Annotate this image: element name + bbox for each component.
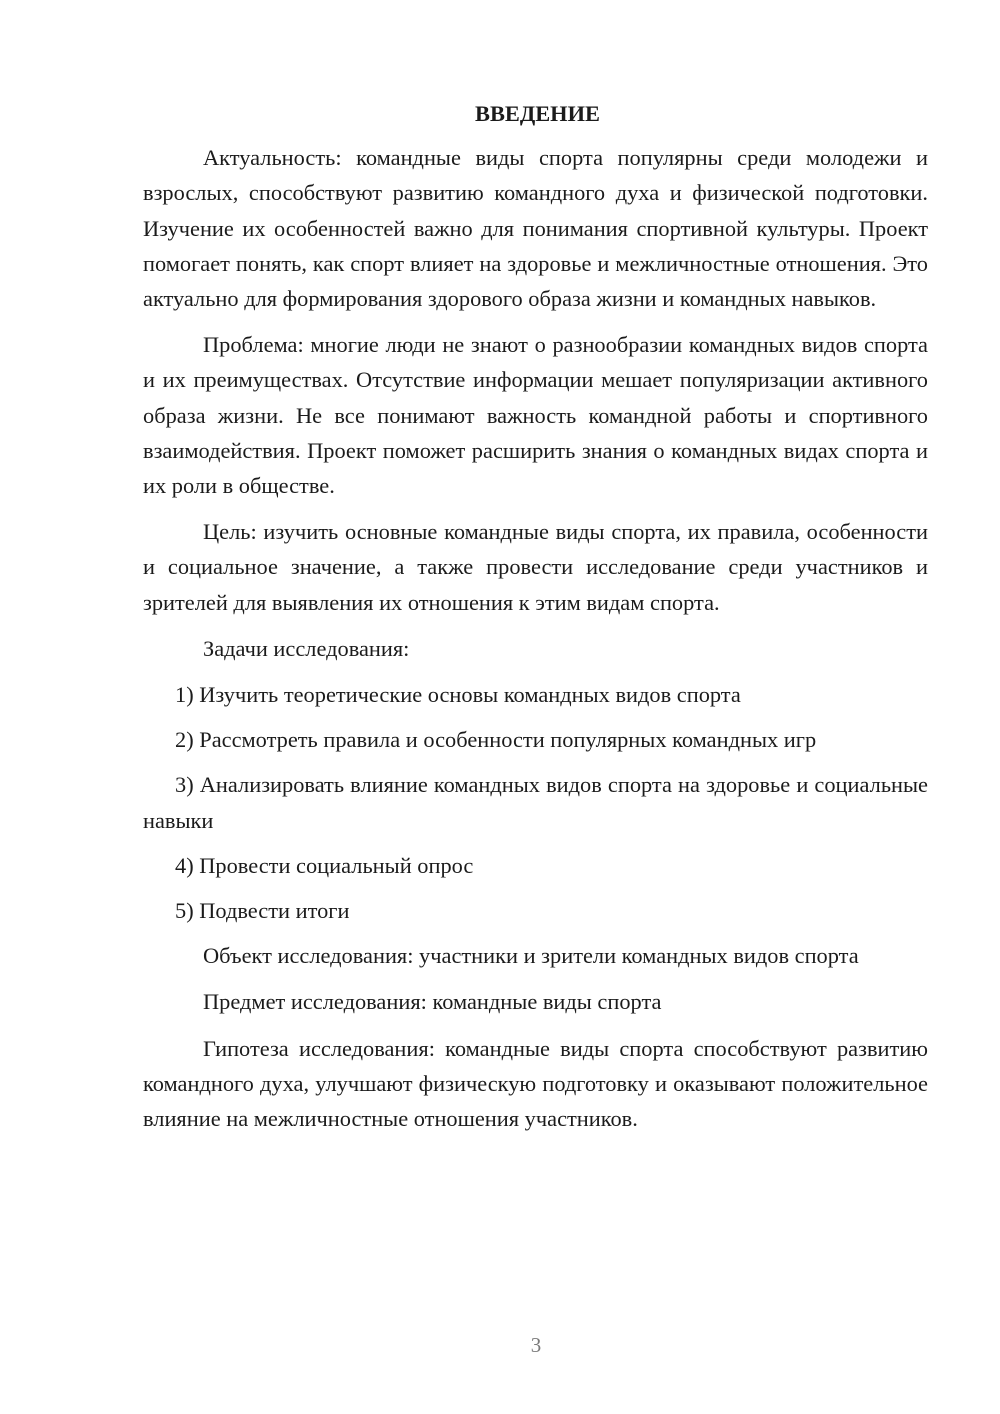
task-item: 2) Рассмотреть правила и особенности популярных командных игр: [175, 727, 817, 753]
subject-paragraph: Предмет исследования: командные виды спорта: [203, 989, 662, 1015]
problem-paragraph: Проблема: многие люди не знают о разнообразии командных видов спорта и их преимуществах. Отсутствие информации мешает популяризации активного образа жизни. Не все понимают важность командной работы и спортивного взаимодействия. Проект поможет расширить знания о командных видах спорта и их роли в обществе.: [143, 332, 928, 499]
page-number: 3: [530, 1333, 542, 1357]
document-body: [143, 96, 928, 1147]
task-item: 4) Провести социальный опрос: [175, 852, 474, 878]
task-item: 1) Изучить теоретические основы командных видов спорта: [175, 682, 741, 708]
goal-paragraph: Цель: изучить основные командные виды спорта, их правила, особенности и социальное значение, а также провести исследование среди участников и зрителей для выявления их отношения к этим видам спорта.: [143, 519, 928, 615]
object-paragraph: Объект исследования: участники и зрители командных видов спорта: [203, 943, 859, 969]
page-title: ВВЕДЕНИЕ: [475, 101, 600, 126]
hypothesis-paragraph: Гипотеза исследования: командные виды спорта способствуют развитию командного духа, улучшают физическую подготовку и оказывают положительное влияние на межличностные отношения участников.: [143, 1035, 928, 1132]
relevance-paragraph: Актуальность: командные виды спорта популярны среди молодежи и взрослых, способствуют развитию командного духа и физической подготовки. Изучение их особенностей важно для понимания спортивной культуры. Проект помогает понять, как спорт влияет на здоровье и межличностные отношения. Это актуально для формирования здорового образа жизни и командных навыков.: [143, 145, 928, 312]
task-item: 5) Подвести итоги: [175, 898, 350, 924]
task-item: 3) Анализировать влияние командных видов спорта на здоровье и социальные навыки: [143, 772, 928, 833]
tasks-title: Задачи исследования:: [203, 635, 410, 661]
